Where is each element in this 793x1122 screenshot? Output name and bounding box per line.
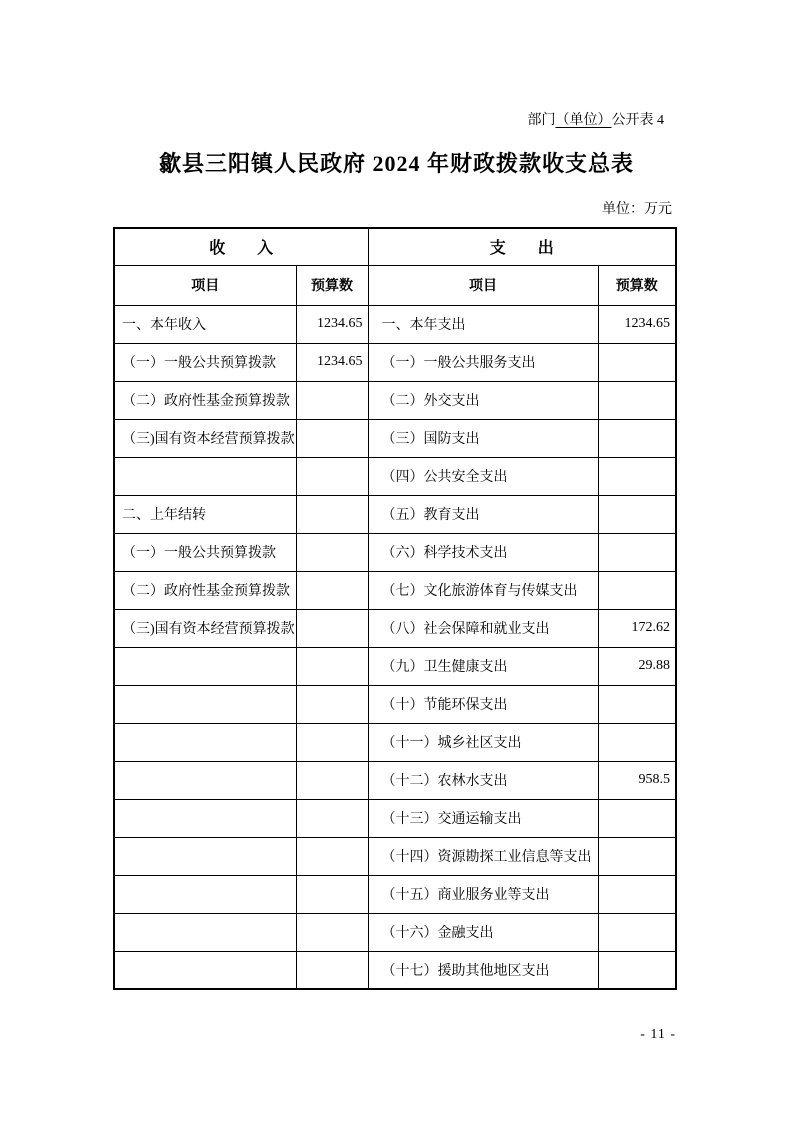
expense-budget-cell <box>598 343 676 381</box>
page-title: 歙县三阳镇人民政府 2024 年财政拨款收支总表 <box>158 151 634 176</box>
expense-budget-cell <box>598 951 676 989</box>
table-row <box>114 571 676 609</box>
income-budget-cell <box>296 571 368 609</box>
expense-item-cell: （五）教育支出 <box>368 495 598 533</box>
table-row <box>114 609 676 647</box>
expense-item-cell: （十六）金融支出 <box>368 913 598 951</box>
table-row <box>114 913 676 951</box>
expense-budget-cell <box>598 457 676 495</box>
unit-label: 单位：万元 <box>602 202 672 217</box>
expense-budget-cell <box>598 837 676 875</box>
expense-item-cell: （一）一般公共服务支出 <box>368 343 598 381</box>
expense-budget-cell <box>598 799 676 837</box>
income-budget-cell <box>296 913 368 951</box>
income-item-cell: （二）政府性基金预算拨款 <box>114 381 296 419</box>
income-item-header: 项目 <box>114 265 296 305</box>
expense-budget-cell <box>598 685 676 723</box>
income-budget-cell <box>296 419 368 457</box>
income-budget-cell <box>296 457 368 495</box>
expense-budget-cell: 29.88 <box>598 647 676 685</box>
table-row <box>114 685 676 723</box>
expense-budget-cell <box>598 571 676 609</box>
expense-item-cell: （十四）资源勘探工业信息等支出 <box>368 837 598 875</box>
table-row <box>114 305 676 343</box>
income-item-cell <box>114 647 296 685</box>
income-budget-cell <box>296 647 368 685</box>
expense-item-cell: （九）卫生健康支出 <box>368 647 598 685</box>
income-budget-cell <box>296 533 368 571</box>
section-header-row <box>114 228 676 265</box>
table-row <box>114 647 676 685</box>
income-budget-cell <box>296 495 368 533</box>
income-section-header: 收 入 <box>114 228 368 265</box>
expense-item-cell: （十二）农林水支出 <box>368 761 598 799</box>
income-item-cell <box>114 951 296 989</box>
expense-budget-cell <box>598 533 676 571</box>
expense-item-header: 项目 <box>368 265 598 305</box>
expense-item-cell: （八）社会保障和就业支出 <box>368 609 598 647</box>
income-budget-cell <box>296 837 368 875</box>
income-budget-cell <box>296 951 368 989</box>
table-row <box>114 761 676 799</box>
expense-budget-cell <box>598 381 676 419</box>
form-corner-unit-underlined: （单位） <box>555 113 612 128</box>
income-budget-cell <box>296 875 368 913</box>
table-row <box>114 875 676 913</box>
form-corner-prefix: 部门 <box>527 113 556 128</box>
income-item-cell <box>114 761 296 799</box>
expense-budget-header: 预算数 <box>598 265 676 305</box>
expense-budget-cell: 958.5 <box>598 761 676 799</box>
expense-item-cell: （六）科学技术支出 <box>368 533 598 571</box>
expense-item-cell: （十三）交通运输支出 <box>368 799 598 837</box>
form-corner-suffix: 公开表 4 <box>611 113 664 128</box>
income-budget-cell: 1234.65 <box>296 343 368 381</box>
expense-budget-cell: 172.62 <box>598 609 676 647</box>
income-item-cell: 二、上年结转 <box>114 495 296 533</box>
table-row <box>114 533 676 571</box>
table-row <box>114 381 676 419</box>
form-corner-label <box>528 109 665 129</box>
income-item-cell <box>114 875 296 913</box>
income-item-cell: （二）政府性基金预算拨款 <box>114 571 296 609</box>
income-item-cell <box>114 685 296 723</box>
expense-item-cell: （十五）商业服务业等支出 <box>368 875 598 913</box>
income-budget-cell <box>296 799 368 837</box>
expense-item-cell: （十七）援助其他地区支出 <box>368 951 598 989</box>
income-item-cell: 一、本年收入 <box>114 305 296 343</box>
table-row <box>114 495 676 533</box>
budget-summary-table <box>113 227 677 990</box>
income-budget-cell <box>296 609 368 647</box>
expense-item-cell: （十）节能环保支出 <box>368 685 598 723</box>
expense-item-cell: （三）国防支出 <box>368 419 598 457</box>
expense-budget-cell <box>598 723 676 761</box>
table-row <box>114 799 676 837</box>
expense-item-cell: （十一）城乡社区支出 <box>368 723 598 761</box>
income-item-cell <box>114 913 296 951</box>
table-row <box>114 457 676 495</box>
income-item-cell: （三)国有资本经营预算拨款 <box>114 419 296 457</box>
income-item-cell: （三)国有资本经营预算拨款 <box>114 609 296 647</box>
expense-budget-cell <box>598 875 676 913</box>
expense-item-cell: 一、本年支出 <box>368 305 598 343</box>
table-row <box>114 343 676 381</box>
table-body <box>114 305 676 989</box>
income-budget-cell <box>296 381 368 419</box>
expense-item-cell: （四）公共安全支出 <box>368 457 598 495</box>
income-budget-cell <box>296 761 368 799</box>
income-budget-cell <box>296 723 368 761</box>
income-item-cell: （一）一般公共预算拨款 <box>114 533 296 571</box>
column-header-row <box>114 265 676 305</box>
income-item-cell <box>114 799 296 837</box>
income-budget-cell: 1234.65 <box>296 305 368 343</box>
income-item-cell <box>114 723 296 761</box>
income-budget-header: 预算数 <box>296 265 368 305</box>
page-number: - 11 - <box>640 1027 676 1042</box>
table-row <box>114 419 676 457</box>
table-row <box>114 723 676 761</box>
income-item-cell <box>114 837 296 875</box>
table-row <box>114 951 676 989</box>
income-item-cell: （一）一般公共预算拨款 <box>114 343 296 381</box>
expense-budget-cell <box>598 913 676 951</box>
expense-item-cell: （二）外交支出 <box>368 381 598 419</box>
expense-section-header: 支 出 <box>368 228 676 265</box>
expense-budget-cell <box>598 495 676 533</box>
expense-budget-cell <box>598 419 676 457</box>
income-budget-cell <box>296 685 368 723</box>
income-item-cell <box>114 457 296 495</box>
expense-budget-cell: 1234.65 <box>598 305 676 343</box>
expense-item-cell: （七）文化旅游体育与传媒支出 <box>368 571 598 609</box>
table-row <box>114 837 676 875</box>
